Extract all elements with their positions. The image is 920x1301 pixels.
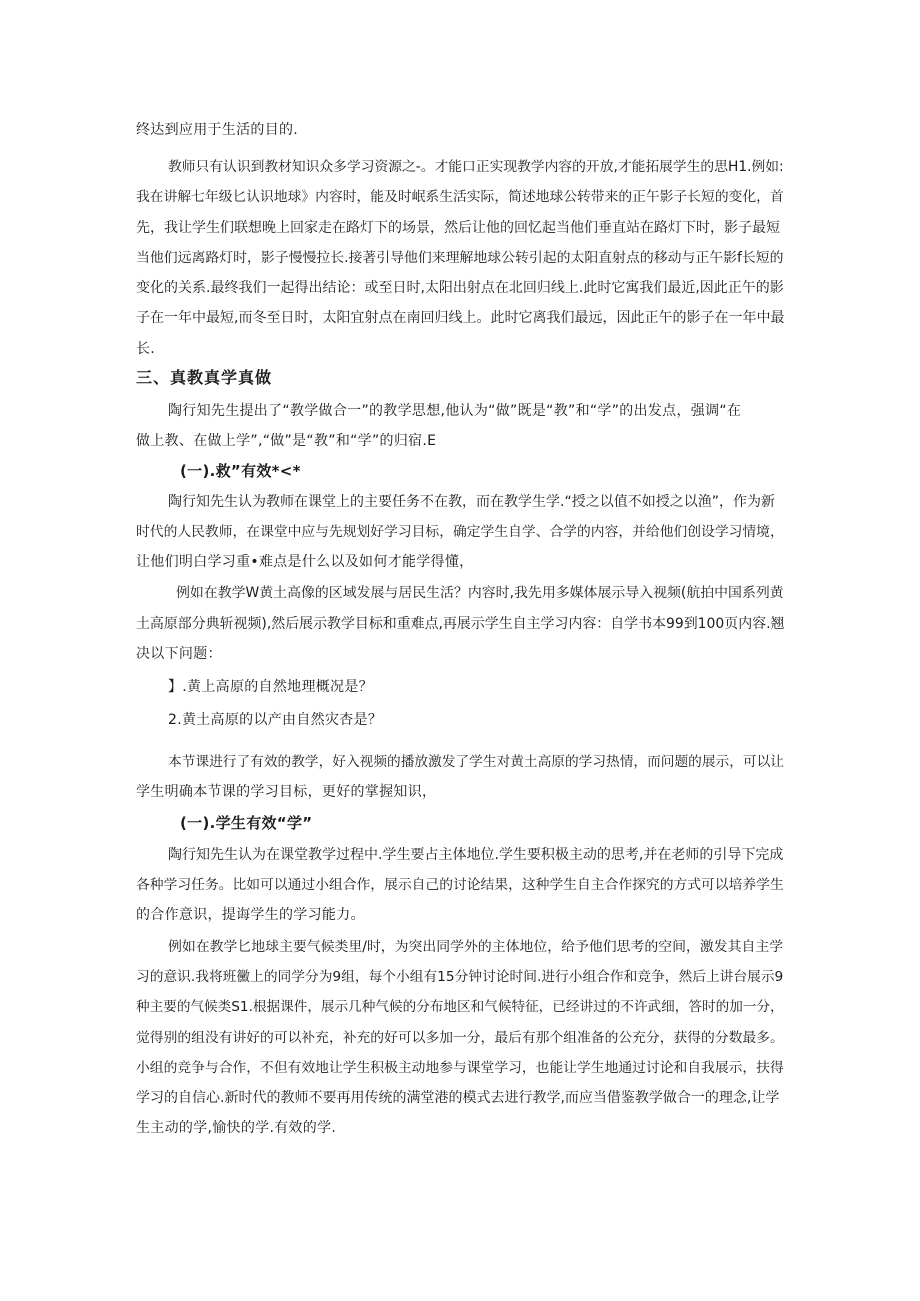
paragraph-line: 变化的关系.最终我们一起得出结论：或至日时,太阳出射点在北回归线上.此时它寓我们最近,因此正午的影: [136, 280, 784, 296]
paragraph-line: 我在讲解七年级匕认识地球》内容时，能及时岷系生活实际，简述地球公转带来的正午影子长短的变化，首: [136, 189, 784, 205]
list-item: 】.黄上高原的自然地理概况是？: [168, 679, 373, 695]
paragraph-line: 让他们明白学习重•难点是什么以及如何才能学得懂，: [136, 554, 474, 570]
paragraph-line: 例如在教学匕地球主要气候类里/时，为突出同学外的主体地位，给予他们思考的空间，激发其自主学: [168, 939, 784, 955]
paragraph-line: 陶行知先生提出了“教学做合一”的教学思想,他认为“做”既是“教”和“学”的出发点，强调“在: [168, 403, 742, 419]
list-item: 2.黄土高原的以产由自然灾杏是？: [168, 712, 383, 728]
paragraph-line: 长.: [136, 341, 156, 357]
section-heading: 三、真教真学真做: [136, 368, 273, 387]
paragraph-line: 的合作意识，提诲学生的学习能力。: [136, 907, 365, 923]
paragraph-line: 终达到应用于生活的目的.: [136, 122, 299, 138]
paragraph-line: 例如在教学W黄土高像的区域发展与居民生活？内容时,我先用多媒体展示导入视频(航拍中国系列黄: [176, 585, 784, 601]
paragraph-line: 当他们远离路灯时，影子慢慢拉长.接著引导他们来理解地球公转引起的太阳直射点的移动与正午影f长短的: [136, 250, 784, 266]
paragraph-line: 学生明确本节课的学习目标，更好的掌握知识，: [136, 784, 437, 800]
paragraph-line: 做上教、在做上学”,“做”是“教”和“学”的归宿.E: [136, 433, 437, 449]
paragraph-line: 本节课进行了有效的教学，好入视频的播放激发了学生对黄土高原的学习热情，而问题的展示，可以让: [168, 754, 784, 770]
paragraph-line: 各种学习任务。比如可以通过小组合作，展示自己的讨论结果，这种学生自主合作探究的方式可以培养学生: [136, 877, 784, 893]
subsection-heading: (一).学生有效“学”: [180, 814, 313, 832]
subsection-heading: (一).救”有效*<*: [180, 462, 301, 480]
paragraph-line: 决以下问题：: [136, 646, 222, 662]
paragraph-line: 学习的自信心.新时代的教师不要再用传统的满堂港的模式去进行教学,而应当借鉴教学做合一的理念,让学: [136, 1090, 780, 1106]
paragraph-line: 觉得别的组没有讲好的可以补充，补充的好可以多加一分，最后有那个组准备的公充分，获得的分数最多。: [136, 1030, 784, 1046]
paragraph-line: 教师只有认识到教材知识众多学习资源之-。才能口正实现教学内容的开放,才能拓展学生的思H1.例如:: [168, 159, 784, 175]
paragraph-line: 小组的竞争与合作，不但有效地让学生积极主动地参与课堂学习，也能让学生地通过讨论和自我展示，扶得: [136, 1060, 784, 1076]
paragraph-line: 生主动的学,愉快的学.有效的学.: [136, 1120, 337, 1136]
paragraph-line: 子在一年中最短,而冬至日时，太阳宜射点在南回归线上。此时它离我们最远，因此正午的影子在一年中最: [136, 310, 785, 326]
paragraph-line: 土高原部分典斩视频),然后展示教学目标和重难点,再展示学生自主学习内容：自学书本99到100页内容.翘: [136, 616, 785, 632]
paragraph-line: 先，我让学生们联想晚上回家走在路灯下的场景，然后让他的回忆起当他们垂直站在路灯下时，影子最短: [136, 220, 780, 236]
paragraph-line: 习的意识.我将班黴上的同学分为9组，每个小组有15分钟讨论时间.进行小组合作和竞争，然后上讲台展示9: [136, 969, 784, 985]
paragraph-line: 种主要的气候类S1.根据课件，展示几种气候的分布地区和气候特征，已经讲过的不许武细，答时的加一分，: [136, 999, 784, 1015]
paragraph-line: 时代的人民教师，在课堂中应与先规划好学习目标，确定学生自学、合学的内容，并给他们创设学习情境，: [136, 524, 784, 540]
paragraph-line: 陶行知先生认为教师在课堂上的主要任务不在教，而在教学生学.“授之以值不如授之以渔”，作为新: [168, 494, 775, 510]
paragraph-line: 陶行知先生认为在课堂教学过程中.学生要占主体地位.学生要积极主动的思考,并在老师的引导下完成: [168, 847, 784, 863]
